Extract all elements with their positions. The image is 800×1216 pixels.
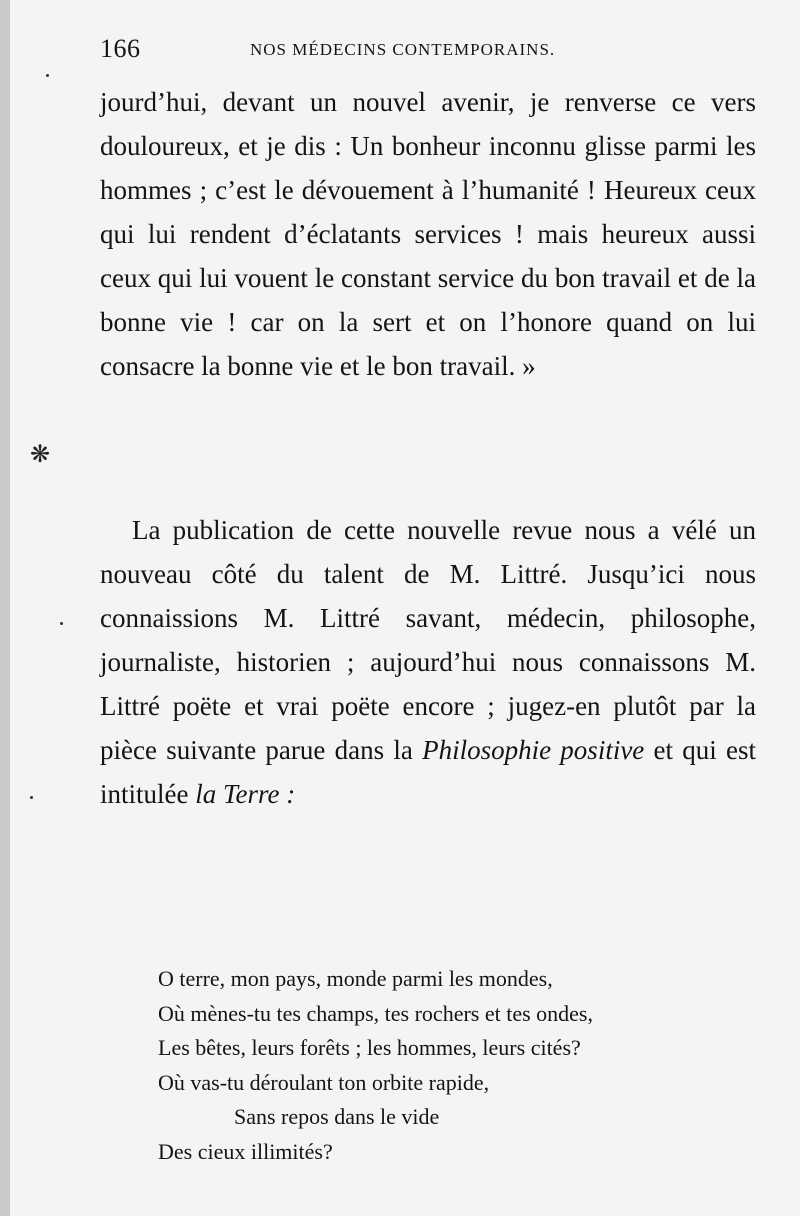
paragraph-continuation xyxy=(100,80,756,388)
journal-title: Philosophie positive xyxy=(422,735,645,765)
print-speck xyxy=(60,622,63,625)
page-header xyxy=(100,34,750,64)
paragraph-2-part2: et qui est intitulée xyxy=(100,735,757,809)
paragraph-1-text: jourd’hui, devant un nouvel avenir, je renverse ce vers douloureux, et je dis : Un bonheur inconnu glisse parmi les hommes ; c’est le dévouement à l’humanité ! Heureux ceux qui lui rendent d’éclatants services ! mais heureux aussi ceux qui lui vouent le constant service du bon travail et de la bonne vie ! car on la sert et on l’honore quand on lui consacre la bonne vie et le bon travail. » xyxy=(100,87,756,381)
running-head: NOS MÉDECINS CONTEMPORAINS. xyxy=(250,40,556,59)
poem-line: Des cieux illimités? xyxy=(158,1138,333,1164)
poem-line: Les bêtes, leurs forêts ; les hommes, leurs cités? xyxy=(158,1035,581,1060)
paragraph-2-text xyxy=(100,508,756,816)
poem-line: Sans repos dans le vide xyxy=(234,1104,440,1129)
poem xyxy=(158,962,758,1169)
poem-line: Où vas-tu déroulant ton orbite rapide, xyxy=(158,1069,490,1095)
print-speck xyxy=(30,796,33,799)
poem-line: Où mènes-tu tes champs, tes rochers et tes ondes, xyxy=(158,1000,593,1026)
page-number: 166 xyxy=(100,34,141,63)
poem-line: O terre, mon pays, monde parmi les mondes, xyxy=(158,966,553,991)
poem-title: la Terre : xyxy=(195,779,296,809)
paragraph-2-part1: La publication de cette nouvelle revue nous a vélé un nouveau côté du talent de M. Littré. Jusqu’ici nous connaissions M. Littré savant, médecin, philosophe, journaliste, historien ; aujourd’hui nous connaissons M. Littré poëte et vrai poëte encore ; jugez-en plutôt par la pièce suivante parue dans la xyxy=(100,515,756,765)
ornament-icon: ❋ xyxy=(30,442,51,468)
print-speck xyxy=(46,74,49,77)
page-gutter xyxy=(0,0,10,1216)
paragraph-publication xyxy=(100,508,756,816)
